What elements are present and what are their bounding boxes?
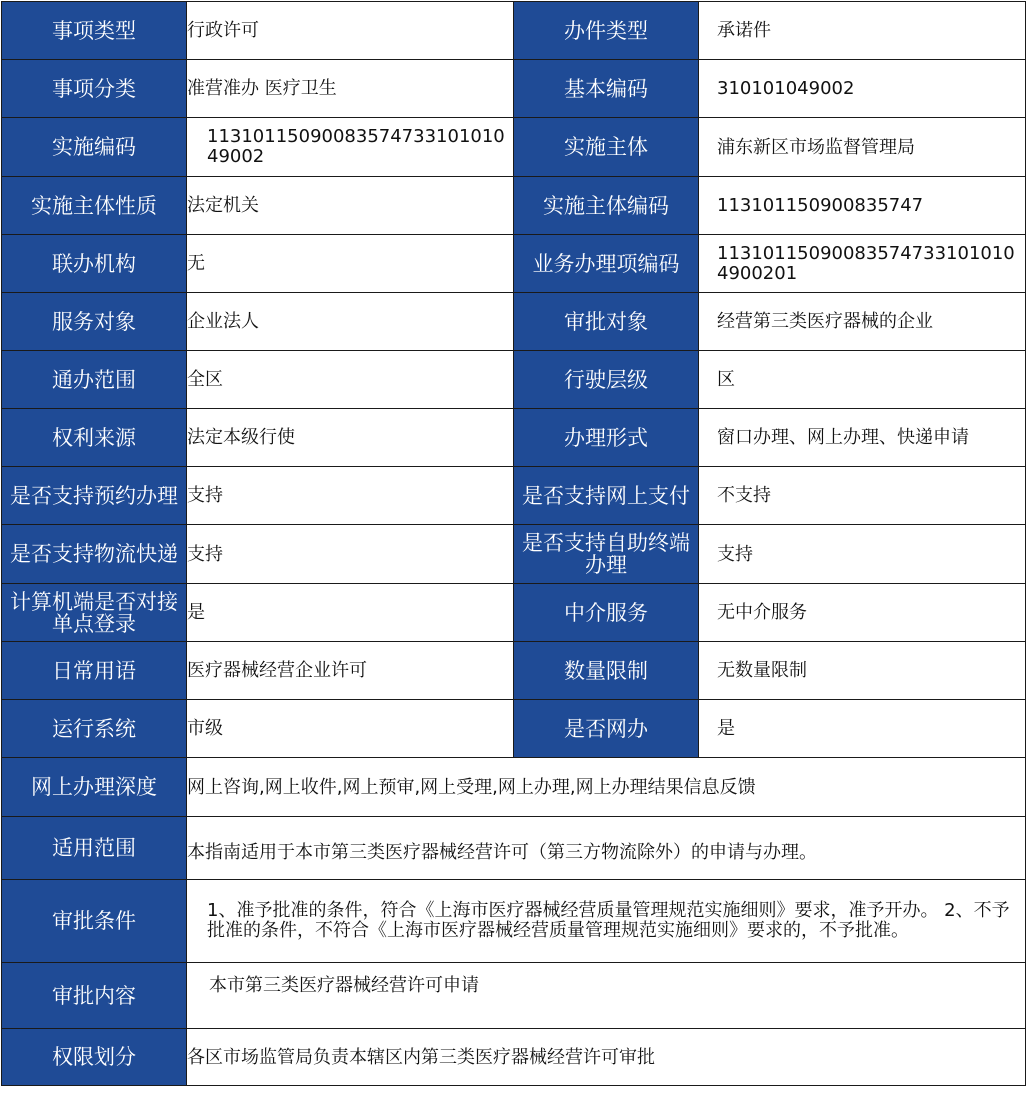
label-power-source: 权利来源 [2, 409, 187, 467]
label-running-system: 运行系统 [2, 700, 187, 758]
value-online-handling: 是 [699, 700, 1026, 758]
value-approval-content: 本市第三类医疗器械经营许可申请 [187, 963, 1026, 1029]
label-applicable-scope: 适用范围 [2, 817, 187, 880]
table-row [2, 758, 1026, 817]
value-self-service-terminal: 支持 [699, 525, 1026, 584]
value-common-term: 医疗器械经营企业许可 [187, 642, 514, 700]
value-item-category: 准营准办 医疗卫生 [187, 60, 514, 118]
table-row [2, 235, 1026, 293]
value-joint-agency: 无 [187, 235, 514, 293]
label-logistics-support: 是否支持物流快递 [2, 525, 187, 584]
value-case-type: 承诺件 [699, 2, 1026, 60]
value-applicable-scope: 本指南适用于本市第三类医疗器械经营许可（第三方物流除外）的申请与办理。 [187, 817, 1026, 880]
value-impl-body-nature: 法定机关 [187, 177, 514, 235]
table-row [2, 351, 1026, 409]
label-handling-form: 办理形式 [514, 409, 699, 467]
label-business-code: 业务办理项编码 [514, 235, 699, 293]
label-impl-code: 实施编码 [2, 118, 187, 177]
table-row [2, 700, 1026, 758]
value-sso-integration: 是 [187, 584, 514, 642]
value-approval-target: 经营第三类医疗器械的企业 [699, 293, 1026, 351]
table-row [2, 880, 1026, 963]
value-item-type: 行政许可 [187, 2, 514, 60]
value-running-system: 市级 [187, 700, 514, 758]
label-exercise-level: 行驶层级 [514, 351, 699, 409]
value-general-scope: 全区 [187, 351, 514, 409]
label-impl-body: 实施主体 [514, 118, 699, 177]
table-row [2, 525, 1026, 584]
label-impl-body-code: 实施主体编码 [514, 177, 699, 235]
label-online-handling: 是否网办 [514, 700, 699, 758]
value-online-payment: 不支持 [699, 467, 1026, 525]
value-power-source: 法定本级行使 [187, 409, 514, 467]
table-row [2, 409, 1026, 467]
value-service-target: 企业法人 [187, 293, 514, 351]
table-row [2, 817, 1026, 880]
table-row [2, 177, 1026, 235]
label-general-scope: 通办范围 [2, 351, 187, 409]
value-impl-code: 11310115090083574733101010 49002 [187, 118, 514, 177]
value-business-code: 11310115090083574733101010 4900201 [699, 235, 1026, 293]
table-row [2, 467, 1026, 525]
label-impl-body-nature: 实施主体性质 [2, 177, 187, 235]
label-intermediary-service: 中介服务 [514, 584, 699, 642]
label-authority-division: 权限划分 [2, 1029, 187, 1086]
value-exercise-level: 区 [699, 351, 1026, 409]
label-approval-target: 审批对象 [514, 293, 699, 351]
label-case-type: 办件类型 [514, 2, 699, 60]
table-row [2, 642, 1026, 700]
value-approval-conditions: 1、准予批准的条件，符合《上海市医疗器械经营质量管理规范实施细则》要求，准予开办。 2、不予批准的条件，不符合《上海市医疗器械经营质量管理规范实施细则》要求的，不予批准。 [187, 880, 1026, 963]
label-item-type: 事项类型 [2, 2, 187, 60]
value-quantity-limit: 无数量限制 [699, 642, 1026, 700]
label-joint-agency: 联办机构 [2, 235, 187, 293]
table-row [2, 963, 1026, 1029]
label-basic-code: 基本编码 [514, 60, 699, 118]
label-self-service-terminal: 是否支持自助终端办理 [514, 525, 699, 584]
value-impl-body-code: 113101150900835747 [699, 177, 1026, 235]
table-row [2, 1029, 1026, 1086]
label-quantity-limit: 数量限制 [514, 642, 699, 700]
value-impl-body: 浦东新区市场监督管理局 [699, 118, 1026, 177]
info-table [1, 1, 1026, 1086]
table-row [2, 2, 1026, 60]
label-approval-conditions: 审批条件 [2, 880, 187, 963]
value-appointment-support: 支持 [187, 467, 514, 525]
label-service-target: 服务对象 [2, 293, 187, 351]
label-sso-integration: 计算机端是否对接单点登录 [2, 584, 187, 642]
table-row [2, 293, 1026, 351]
value-online-depth: 网上咨询,网上收件,网上预审,网上受理,网上办理,网上办理结果信息反馈 [187, 758, 1026, 817]
label-item-category: 事项分类 [2, 60, 187, 118]
label-common-term: 日常用语 [2, 642, 187, 700]
value-logistics-support: 支持 [187, 525, 514, 584]
label-appointment-support: 是否支持预约办理 [2, 467, 187, 525]
value-basic-code: 310101049002 [699, 60, 1026, 118]
table-row [2, 118, 1026, 177]
table-row [2, 60, 1026, 118]
label-approval-content: 审批内容 [2, 963, 187, 1029]
table-row [2, 584, 1026, 642]
label-online-depth: 网上办理深度 [2, 758, 187, 817]
label-online-payment: 是否支持网上支付 [514, 467, 699, 525]
value-intermediary-service: 无中介服务 [699, 584, 1026, 642]
value-authority-division: 各区市场监管局负责本辖区内第三类医疗器械经营许可审批 [187, 1029, 1026, 1086]
value-handling-form: 窗口办理、网上办理、快递申请 [699, 409, 1026, 467]
